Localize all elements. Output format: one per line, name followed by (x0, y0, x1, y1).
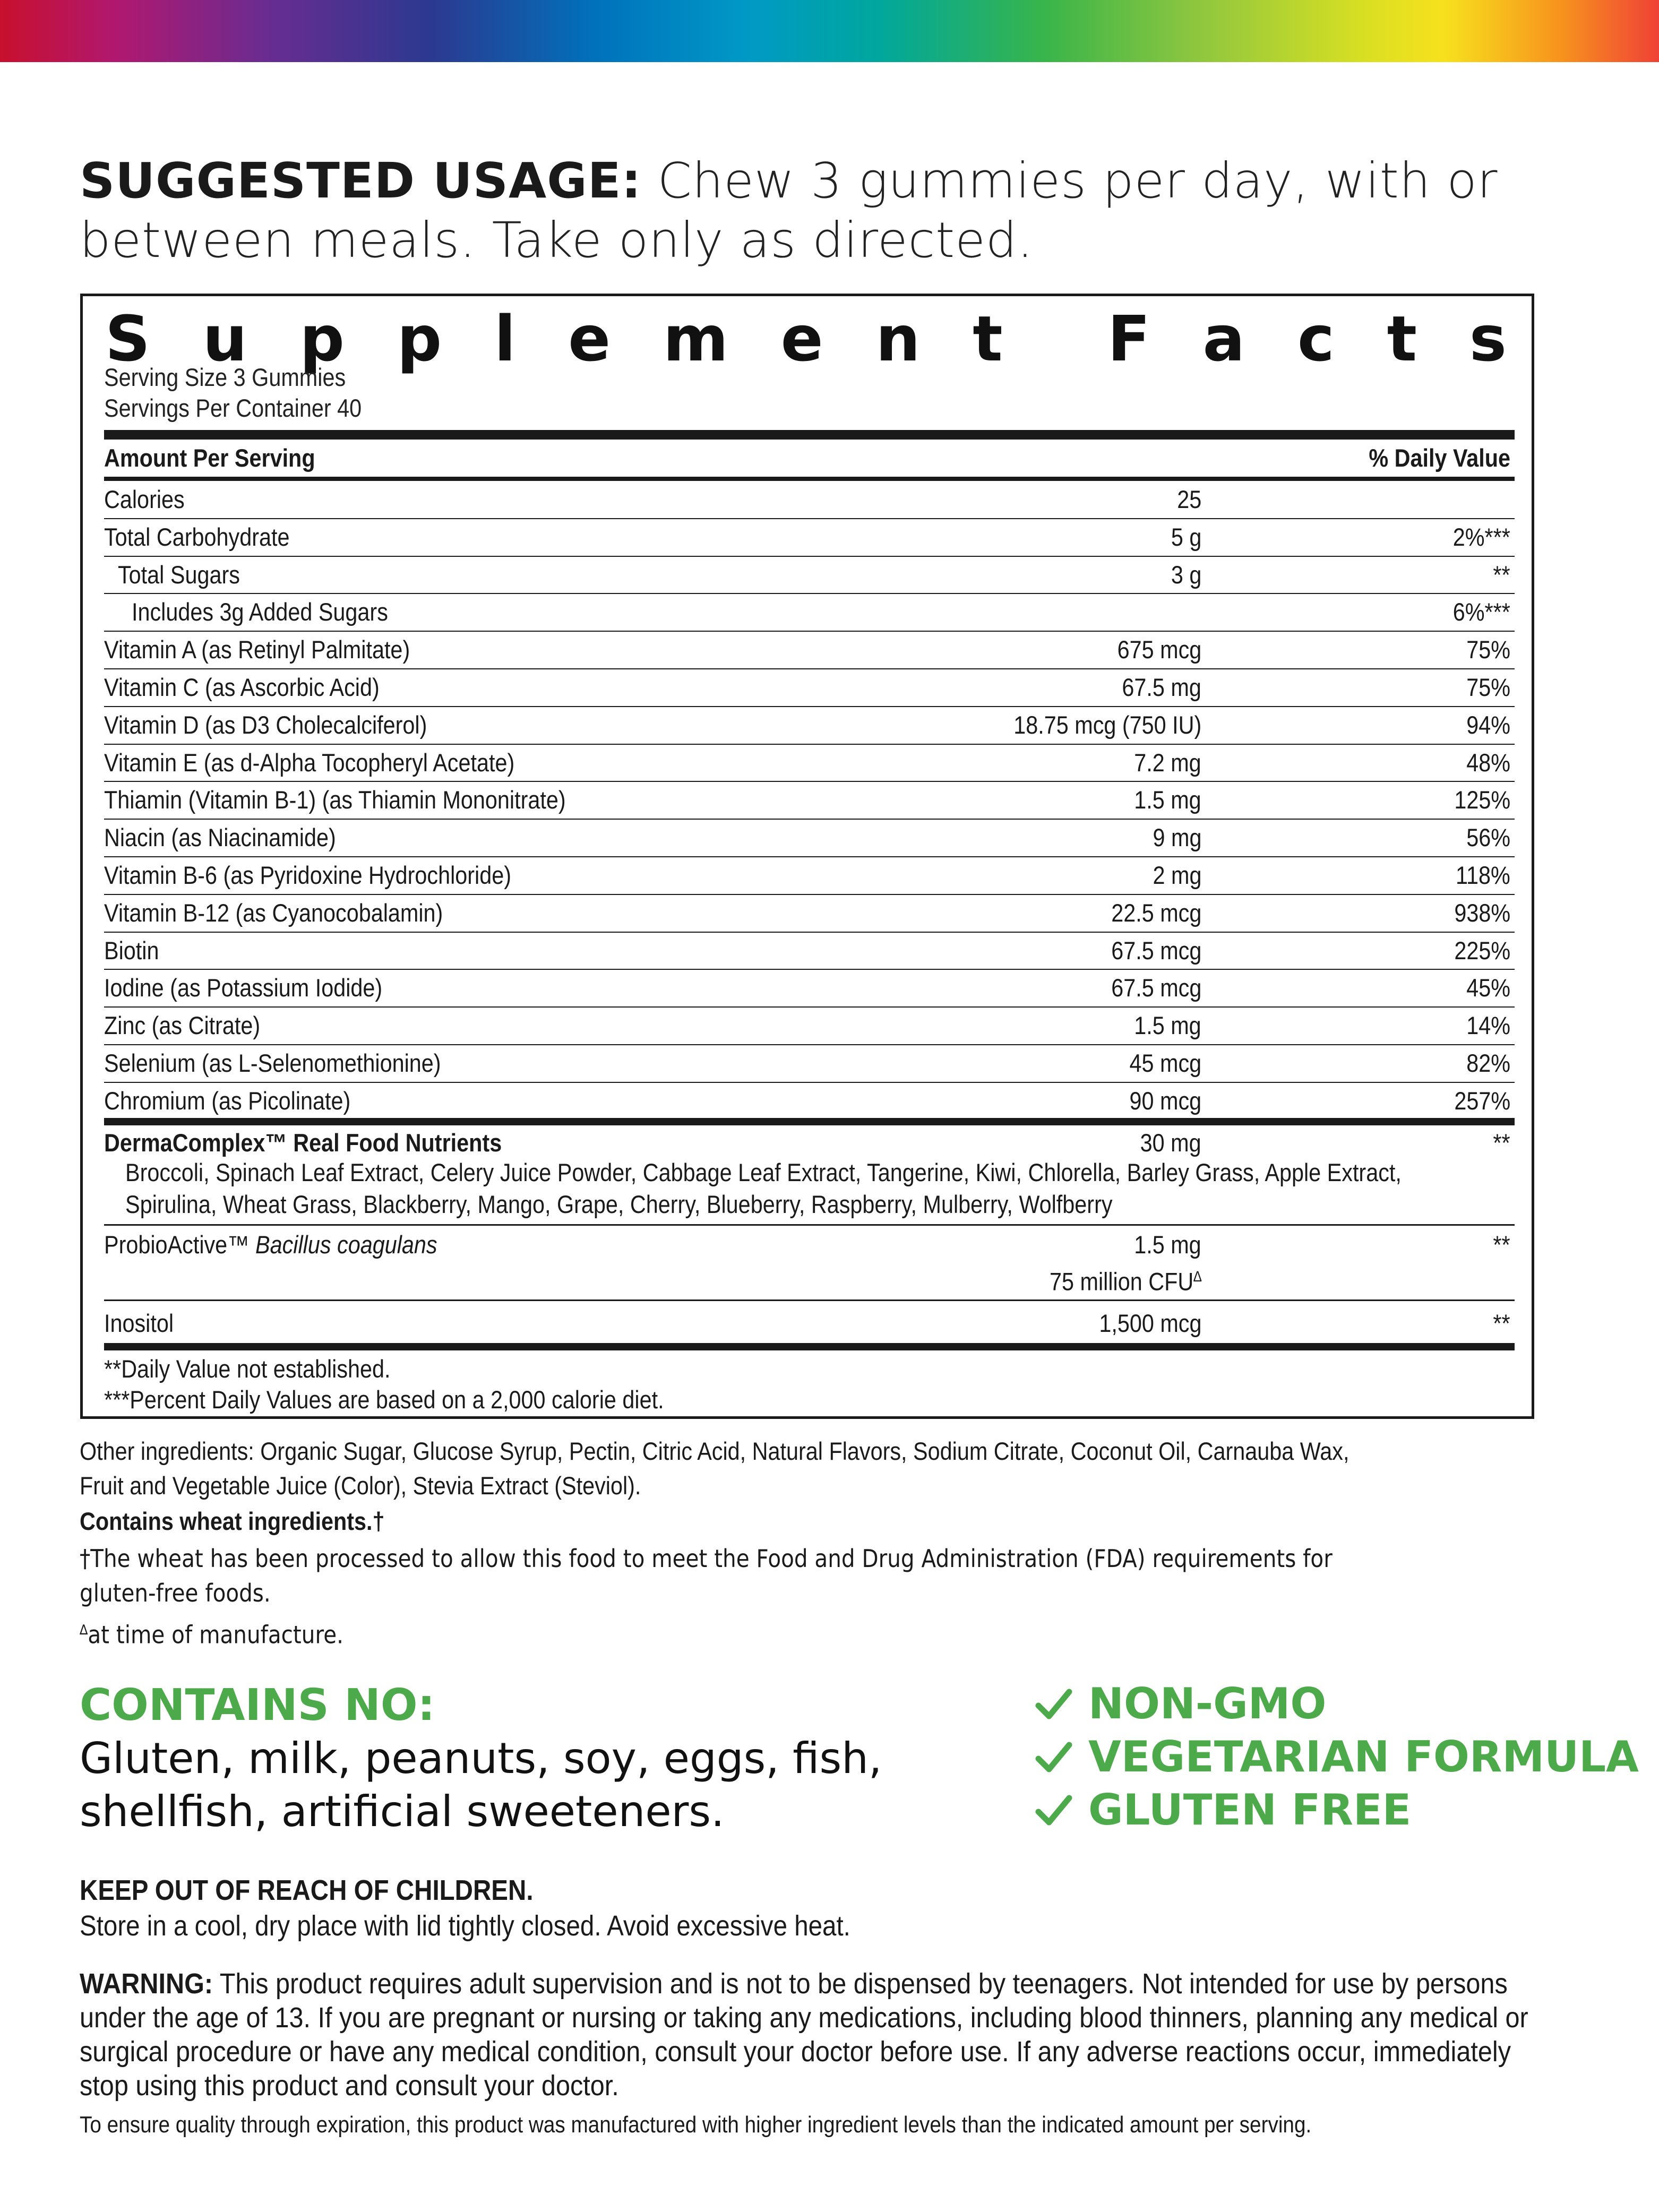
inositol-name: Inositol (104, 1309, 174, 1337)
nutrient-name: Iodine (as Potassium Iodide) (104, 974, 383, 1002)
nutrient-name: Biotin (104, 936, 159, 965)
probio-name: ProbioActive™ (104, 1230, 256, 1259)
nutrient-dv: 125% (1454, 786, 1510, 814)
nutrient-dv: 257% (1454, 1086, 1510, 1115)
product-badges (1035, 1677, 1639, 1837)
title-letter: F (1107, 302, 1150, 375)
badge-vegetarian (1035, 1731, 1639, 1784)
title-letter: s (1469, 302, 1507, 375)
nutrient-dv: 6%*** (1452, 598, 1510, 626)
nutrient-name: Vitamin B-12 (as Cyanocobalamin) (104, 898, 443, 927)
nutrient-name: Zinc (as Citrate) (104, 1011, 261, 1040)
nutrient-dv: 56% (1466, 823, 1510, 852)
amount-header: Amount Per Serving (104, 444, 315, 472)
quality-note: To ensure quality through expiration, this product was manufactured with higher ingredient levels than the indicated amount per serving. (80, 2112, 1312, 2138)
usage-text: Chew 3 gummies per day, with or between meals. Take only as directed. (80, 152, 1498, 269)
rainbow-banner (0, 0, 1659, 62)
nutrient-amount: 9 mg (1153, 823, 1201, 852)
nutrient-dv: 225% (1454, 936, 1510, 965)
nutrient-row (104, 932, 1515, 969)
title-letter: n (875, 302, 921, 375)
nutrient-dv: 75% (1466, 673, 1510, 701)
derma-amount: 30 mg (1140, 1129, 1201, 1157)
probio-amount: 1.5 mg (1134, 1230, 1201, 1259)
nutrient-amount: 3 g (1171, 560, 1201, 589)
manufacture-text: at time of manufacture. (88, 1620, 343, 1649)
nutrient-dv: 48% (1466, 748, 1510, 777)
title-letter: t (973, 302, 1003, 375)
probio-cfu-row (104, 1258, 1515, 1295)
title-letter: m (663, 302, 728, 375)
nutrient-amount: 7.2 mg (1134, 748, 1201, 777)
nutrient-dv: 75% (1466, 635, 1510, 664)
nutrient-amount: 5 g (1171, 522, 1201, 551)
warning-block (80, 1967, 1555, 2103)
warning-label: WARNING: (80, 1968, 213, 2000)
nutrient-name: Vitamin D (as D3 Cholecalciferol) (104, 710, 427, 739)
nutrient-row (104, 857, 1515, 894)
title-letter: p (299, 302, 345, 375)
title-letter: c (1297, 302, 1335, 375)
nutrient-name: Vitamin A (as Retinyl Palmitate) (104, 635, 410, 664)
derma-ingredients-line2: Spirulina, Wheat Grass, Blackberry, Mango, Grape, Cherry, Blueberry, Raspberry, Mulberry, Wolfberry (125, 1190, 1113, 1218)
nutrient-name: Vitamin C (as Ascorbic Acid) (104, 673, 380, 701)
nutrient-row (104, 481, 1515, 518)
warning-text-wrap (80, 1967, 1551, 2103)
wheat-note-line1: †The wheat has been processed to allow this food to meet the Food and Drug Administration (FDA) requirements for (80, 1544, 1333, 1573)
badge-gluten-free (1035, 1784, 1639, 1837)
amount-header-row (104, 440, 1515, 477)
nutrient-dv: 938% (1454, 898, 1510, 927)
nutrient-name: Includes 3g Added Sugars (132, 598, 388, 626)
nutrient-amount: 45 mcg (1129, 1049, 1201, 1077)
nutrient-amount: 18.75 mcg (750 IU) (1013, 710, 1201, 739)
manufacture-note (80, 1614, 343, 1651)
suggested-usage (80, 151, 1566, 270)
title-letter: u (202, 302, 247, 375)
badge-non-gmo (1035, 1677, 1639, 1731)
servings-per-container: Servings Per Container 40 (104, 394, 362, 422)
title-letter: l (494, 302, 516, 375)
nutrient-row (104, 631, 1515, 668)
contains-no-text: Gluten, milk, peanuts, soy, eggs, fish, shellfish, artificial sweeteners. (80, 1734, 882, 1836)
nutrient-amount: 675 mcg (1117, 635, 1201, 664)
title-letter: t (1387, 302, 1417, 375)
nutrient-row (104, 556, 1515, 593)
nutrient-name: Chromium (as Picolinate) (104, 1086, 351, 1115)
nutrient-row (104, 519, 1515, 556)
inositol-row (104, 1305, 1515, 1342)
inositol-amount: 1,500 mcg (1098, 1309, 1201, 1337)
probio-cfu (1050, 1258, 1201, 1301)
nutrient-row (104, 969, 1515, 1006)
keep-out-heading: KEEP OUT OF REACH OF CHILDREN. (80, 1874, 534, 1906)
contains-no-heading: CONTAINS NO: (80, 1680, 435, 1731)
badge-label: GLUTEN FREE (1088, 1785, 1412, 1835)
nutrient-row (104, 707, 1515, 744)
nutrient-row (104, 1007, 1515, 1044)
badge-label: NON-GMO (1088, 1679, 1327, 1728)
nutrient-amount: 90 mcg (1129, 1086, 1201, 1115)
nutrient-name: Selenium (as L-Selenomethionine) (104, 1049, 441, 1077)
nutrient-row (104, 819, 1515, 856)
badge-label: VEGETARIAN FORMULA (1088, 1732, 1639, 1781)
check-icon (1035, 1792, 1072, 1829)
nutrient-name: Vitamin B-6 (as Pyridoxine Hydrochloride) (104, 861, 512, 889)
nutrient-amount: 1.5 mg (1134, 786, 1201, 814)
nutrient-amount: 67.5 mcg (1111, 974, 1201, 1002)
nutrient-name: Niacin (as Niacinamide) (104, 823, 336, 852)
supplement-facts-panel (80, 294, 1534, 1419)
nutrient-name: Vitamin E (as d-Alpha Tocopheryl Acetate) (104, 748, 515, 777)
nutrient-row (104, 669, 1515, 706)
nutrient-row (104, 1082, 1515, 1120)
contains-wheat: Contains wheat ingredients.† (80, 1507, 385, 1535)
probio-dv: ** (1493, 1230, 1510, 1259)
nutrient-row (104, 1045, 1515, 1082)
medium-rule (104, 477, 1515, 481)
nutrient-amount: 67.5 mg (1122, 673, 1201, 701)
derma-ingredients-line1: Broccoli, Spinach Leaf Extract, Celery Juice Powder, Cabbage Leaf Extract, Tangerine, Kiwi, Chlorella, Barley Grass, Apple Extract, (125, 1158, 1402, 1186)
probio-cfu-mark: ∆ (1193, 1268, 1201, 1285)
other-ingredients-line2: Fruit and Vegetable Juice (Color), Stevia Extract (Steviol). (80, 1471, 641, 1500)
row-divider (104, 1224, 1515, 1226)
derma-dv: ** (1493, 1129, 1510, 1157)
nutrient-dv: 45% (1466, 974, 1510, 1002)
nutrient-dv: 94% (1466, 710, 1510, 739)
dv-header: % Daily Value (1369, 444, 1510, 472)
nutrient-amount: 2 mg (1153, 861, 1201, 889)
other-ingredients-line1: Other ingredients: Organic Sugar, Glucose Syrup, Pectin, Citric Acid, Natural Flavors, Sodium Citrate, Coconut Oil, Carnauba Wax, (80, 1437, 1349, 1465)
nutrient-name: Total Sugars (118, 560, 240, 589)
title-letter: e (780, 302, 823, 375)
nutrient-name: Total Carbohydrate (104, 522, 290, 551)
serving-size: Serving Size 3 Gummies (104, 363, 346, 391)
inositol-dv: ** (1493, 1309, 1510, 1337)
footnote-percent: ***Percent Daily Values are based on a 2,000 calorie diet. (104, 1385, 664, 1414)
warning-text: This product requires adult supervision and is not to be dispensed by teenagers. Not intended for use by persons under the age of 13. If you are pregnant or nursing or taking any medications, including blood thinners, planning any medical or surgical procedure or have any medical condition, consult your doctor before use. If any adverse reactions occur, immediately stop using this product and consult your doctor. (80, 1968, 1528, 2102)
manufacture-mark: ∆ (80, 1622, 88, 1638)
title-letter: e (568, 302, 611, 375)
nutrient-row (104, 781, 1515, 819)
nutrient-dv: 82% (1466, 1049, 1510, 1077)
nutrient-dv: 14% (1466, 1011, 1510, 1040)
nutrient-amount: 67.5 mcg (1111, 936, 1201, 965)
nutrient-name: Calories (104, 485, 185, 513)
nutrient-row (104, 744, 1515, 781)
nutrient-dv: ** (1493, 560, 1510, 589)
row-divider (104, 1299, 1515, 1301)
title-letter: p (397, 302, 442, 375)
nutrient-amount: 25 (1176, 485, 1201, 513)
probio-cfu-text: 75 million CFU (1049, 1267, 1193, 1296)
nutrient-dv: 2%*** (1452, 522, 1510, 551)
derma-name: DermaComplex™ Real Food Nutrients (104, 1129, 502, 1157)
check-icon (1035, 1685, 1072, 1723)
title-letter: S (105, 302, 150, 375)
probio-species: Bacillus coagulans (255, 1230, 437, 1259)
storage-text: Store in a cool, dry place with lid tightly closed. Avoid excessive heat. (80, 1910, 850, 1942)
wheat-note-line2: gluten-free foods. (80, 1579, 271, 1607)
footnote-dv: **Daily Value not established. (104, 1355, 391, 1383)
nutrient-row (104, 894, 1515, 932)
nutrient-row (104, 593, 1515, 631)
nutrient-dv: 118% (1456, 861, 1510, 889)
usage-label: SUGGESTED USAGE: (80, 152, 642, 209)
nutrient-name: Thiamin (Vitamin B-1) (as Thiamin Mononitrate) (104, 786, 566, 814)
nutrient-amount: 22.5 mcg (1111, 898, 1201, 927)
nutrient-amount: 1.5 mg (1134, 1011, 1201, 1040)
thick-rule (104, 1343, 1515, 1350)
title-letter: a (1202, 302, 1245, 375)
thick-rule (104, 430, 1515, 440)
check-icon (1035, 1738, 1072, 1776)
